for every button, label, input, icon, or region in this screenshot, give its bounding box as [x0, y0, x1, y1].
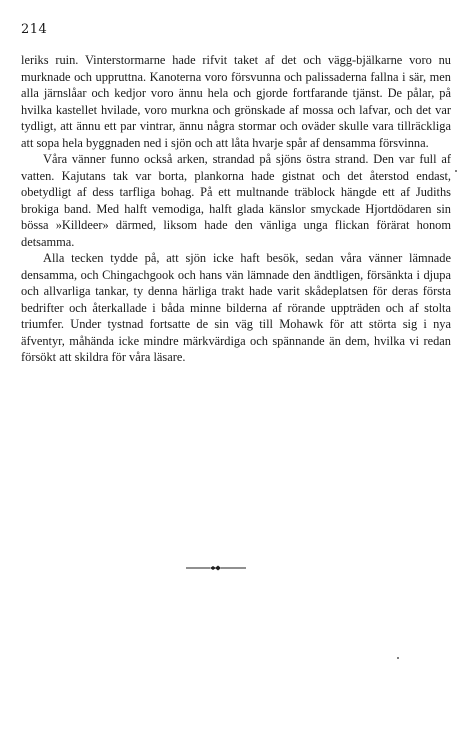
paragraph-2: Våra vänner funno också arken, strandad på sjöns östra strand. Den var full af vatten. Kajutans tak var borta, plankorna hade gistnat och det återstod endast, obetydligt af dess tarfliga bohag. På ett multnande träblock hängde ett af Judiths brokiga band. Med halft vemodiga, halft glada känslor smyckade Hjortdödaren sin bössa »Killdeer» därmed, liksom hade den vänliga unga flickan förärat honom detsamma. — [21, 152, 451, 249]
paragraph-1: leriks ruin. Vinterstormarne hade rifvit taket af det och vägg-bjälkarne voro nu murknade och uppruttna. Kanoterna voro försvunna och palissaderna fallna i sär, men alla järnslåar och kedjor voro ännu hela och gjorde fortfarande tjänst. De pålar, på hvilka kastellet hvilade, voro murkna och grönskade af mossa och lafvar, och det var tydligt, att ännu ett par vintrar, ännu några stormar och oväder skulle vara tillräckliga att sopa hela byggnaden ned i sjön och att låta hvarje spår af densamma försvinna. — [21, 53, 451, 150]
paper-speck — [455, 170, 457, 172]
page-number: 214 — [21, 22, 48, 37]
paper-speck — [397, 657, 399, 659]
body-text — [21, 52, 451, 366]
end-ornament-icon — [186, 563, 246, 573]
paragraph-3: Alla tecken tydde på, att sjön icke haft besök, sedan våra vänner lämnade densamma, och Chingachgook och hans vän lämnade den ändtligen, försänkta i djupa och allvarliga tankar, ty denna härliga trakt hade varit skådeplatsen för deras första bedrifter och återkallade i båda minne bilderna af rörande uppträden och af stolta triumfer. Under tystnad fortsatte de sin väg till Mohawk för att störta sig i nya äfventyr, måhända icke mindre märkvärdiga och spännande än dem, hvilka vi redan försökt att skildra för våra läsare. — [21, 251, 451, 364]
